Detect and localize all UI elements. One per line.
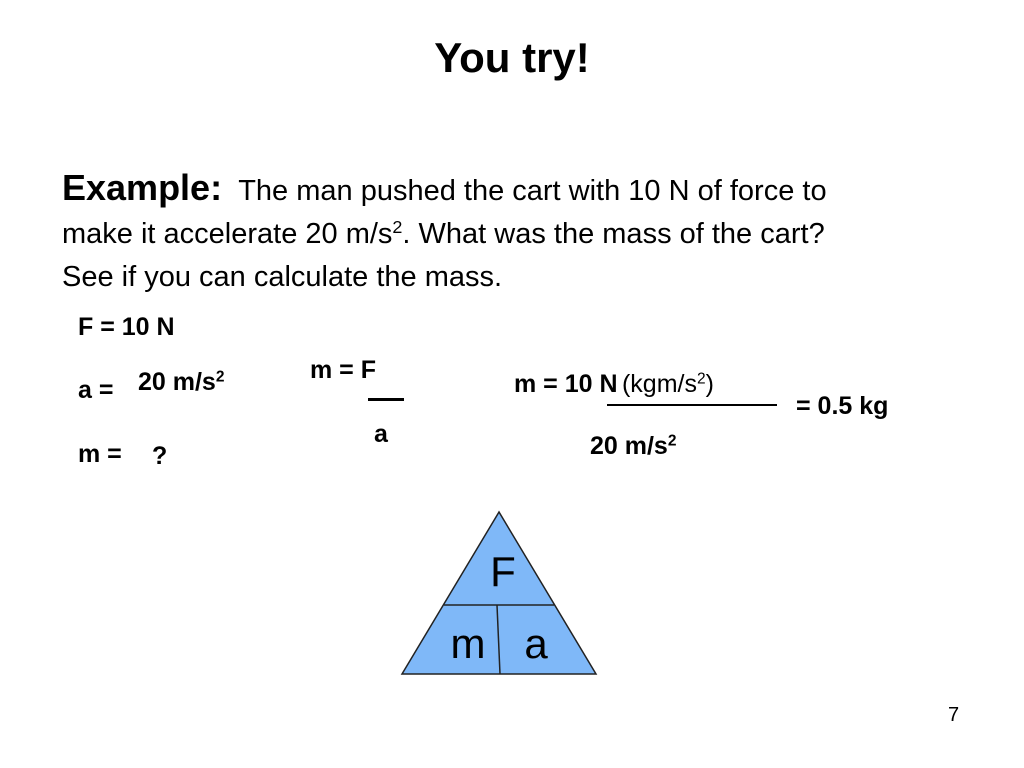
example-line-2 [62,213,827,256]
slide-title: You try! [434,34,590,81]
given-force: F = 10 N [78,313,175,341]
example-text-2-end: . What was the mass of the cart? [402,218,825,250]
formula-numerator: m = F [310,356,376,384]
triangle-force-label: F [490,548,516,595]
example-line-1 [62,166,827,213]
example-paragraph [62,166,827,299]
example-exponent: 2 [392,217,403,238]
solution-numerator: m = 10 N $(kgm/s^2)$ [514,370,714,398]
example-text-2: make it accelerate 20 m/s [62,218,393,250]
solution-result: = 0.5 kg [796,392,889,420]
solution-fraction-bar [607,404,777,406]
given-accel-label: a = [78,376,114,404]
solution-units: $(kgm/s^2)$ [621,370,714,398]
triangle-accel-label: a [524,620,548,667]
solution-denominator: 20 $m/s^2$ [590,432,677,460]
formula-denominator: a [374,420,388,448]
example-text-1: The man pushed the cart with 10 N of force to [238,175,827,207]
given-mass-label: m = [78,440,122,468]
formula-fraction-bar [368,398,404,401]
example-label: Example: [62,167,223,208]
formula-triangle [398,508,600,680]
given-accel-value: 20 $m/s^2$ [138,368,225,396]
slide-number: 7 [948,704,960,726]
given-mass-value: ? [152,442,168,470]
example-line-3: See if you can calculate the mass. [62,261,503,293]
triangle-mass-label: m [450,620,486,667]
